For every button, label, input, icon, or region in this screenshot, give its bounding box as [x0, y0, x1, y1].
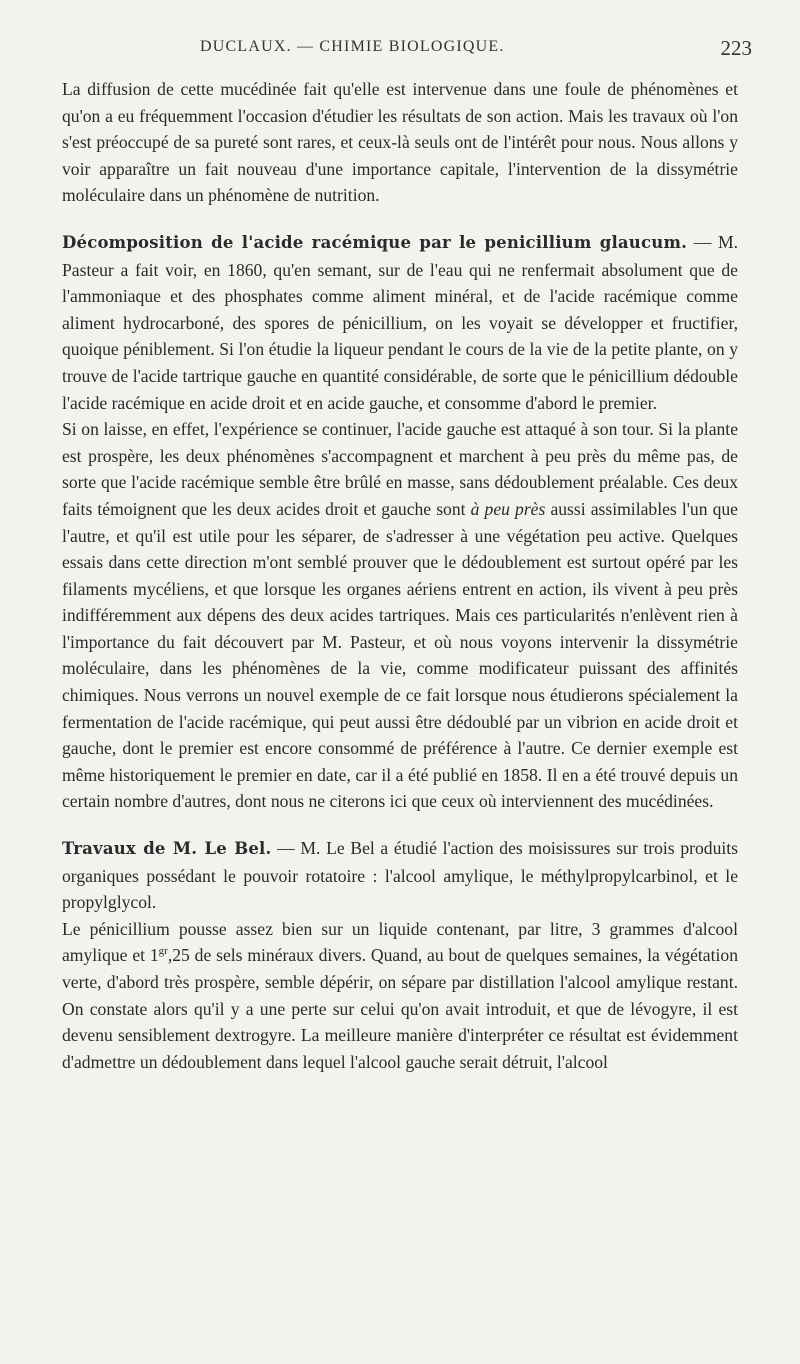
- paragraph-intro: La diffusion de cette mucédinée fait qu'elle est intervenue dans une foule de phénomènes et qu'on a eu fréquemment l'occasion d'étudier les résultats de son action. Mais les travaux où l'on s'est préoccupé de sa pureté sont rares, et ceux-là seuls ont de l'intérêt pour nous. Nous allons y voir apparaître un fait nouveau d'une importance capitale, l'intervention de la dissymétrie moléculaire dans un phénomène de nutrition.: [62, 79, 738, 206]
- text-run: aussi assimilables l'un que l'autre, et qu'il est utile pour les séparer, de s'adresser à une végétation peu active. Quelques essais dans cette direction m'ont semblé prouver que le dédoublement est surtout opéré par les filaments mycéliens, et que lorsque les organes aériens entrent en action, ils vivent à peu près indifféremment aux dépens des deux acides tartriques. Mais ces particularités n'enlèvent rien à l'importance du fait découvert par M. Pasteur, et où nous voyons intervenir la dissymétrie moléculaire, dans les phénomènes de la vie, comme modificateur puissant des affinités chimiques. Nous verrons un nouvel exemple de ce fait lorsque nous étudierons spécialement la fermentation de l'acide racémique, qui peut aussi être dédoublé par un vibrion en acide droit et gauche, dont le premier est encore consommé de préférence à l'autre. Ce dernier exemple est même historiquement le premier en date, car il a été publié en 1858. Il en a été trouvé depuis un certain nombre d'autres, dont nous ne citerons ici que ceux où interviennent des mucédinées.: [62, 498, 738, 812]
- page-header: [0, 38, 800, 68]
- running-head: DUCLAUX. — CHIMIE BIOLOGIQUE.: [200, 38, 505, 55]
- paragraph-section-racemique: [62, 229, 738, 416]
- text-run: Le pénicillium pousse assez bien sur un liquide contenant, par litre, 3 grammes d'alcool amylique et 1: [62, 918, 738, 966]
- paragraph-section-lebel: [62, 835, 738, 916]
- paragraph-dedoublement: [62, 416, 738, 815]
- text-run: Si on laisse, en effet, l'expérience se continuer, l'acide gauche est attaqué à son tour. Si la plante est prospère, les deux phénomènes s'accompagnent et marchent à peu près du même pas, de sorte que l'acide racémique semble être brûlé en masse, sans dédoublement préalable. Ces deux faits témoignent que les deux acides droit et gauche sont: [62, 419, 738, 519]
- section-gap: [62, 815, 738, 835]
- section-text-racemique: — M. Pasteur a fait voir, en 1860, qu'en semant, sur de l'eau qui ne renfermait absolument que de l'ammoniaque et des phosphates comme aliment minéral, et de l'acide racémique comme aliment hydrocarboné, des spores de pénicillium, on les voyait se développer et fructifier, quoique péniblement. Si l'on étudie la liqueur pendant le cours de la vie de la petite plante, on y trouve de l'acide tartrique gauche en quantité considérable, de sorte que le pénicillium dédouble l'acide racémique en acide droit et en acide gauche, et consomme d'abord le premier.: [62, 231, 738, 413]
- section-gap: [62, 209, 738, 229]
- emphasis-text: à peu près: [470, 498, 546, 519]
- superscript-unit: gr: [158, 945, 168, 958]
- body-text: [62, 76, 738, 1075]
- text-run: ,25 de sels minéraux divers. Quand, au bout de quelques semaines, la végétation verte, d'abord très prospère, semble dépérir, on sépare par distillation l'alcool amylique restant. On constate alors qu'il y a une perte sur celui qu'on avait introduit, et que de lévogyre, il est devenu sensiblement dextrogyre. La meilleure manière d'interpréter ce résultat est évidemment d'admettre un dédoublement dans lequel l'alcool gauche serait détruit, l'alcool: [62, 945, 738, 1072]
- page-number: 223: [720, 36, 752, 60]
- section-heading-racemique: Décomposition de l'acide racémique par le penicillium glaucum.: [62, 232, 688, 252]
- paragraph-penicillium: [62, 916, 738, 1076]
- section-heading-lebel: Travaux de M. Le Bel.: [62, 839, 272, 859]
- section-text-lebel: — M. Le Bel a étudié l'action des moisissures sur trois produits organiques possédant le pouvoir rotatoire : l'alcool amylique, le méthylpropylcarbinol, et le propylglycol.: [62, 838, 738, 913]
